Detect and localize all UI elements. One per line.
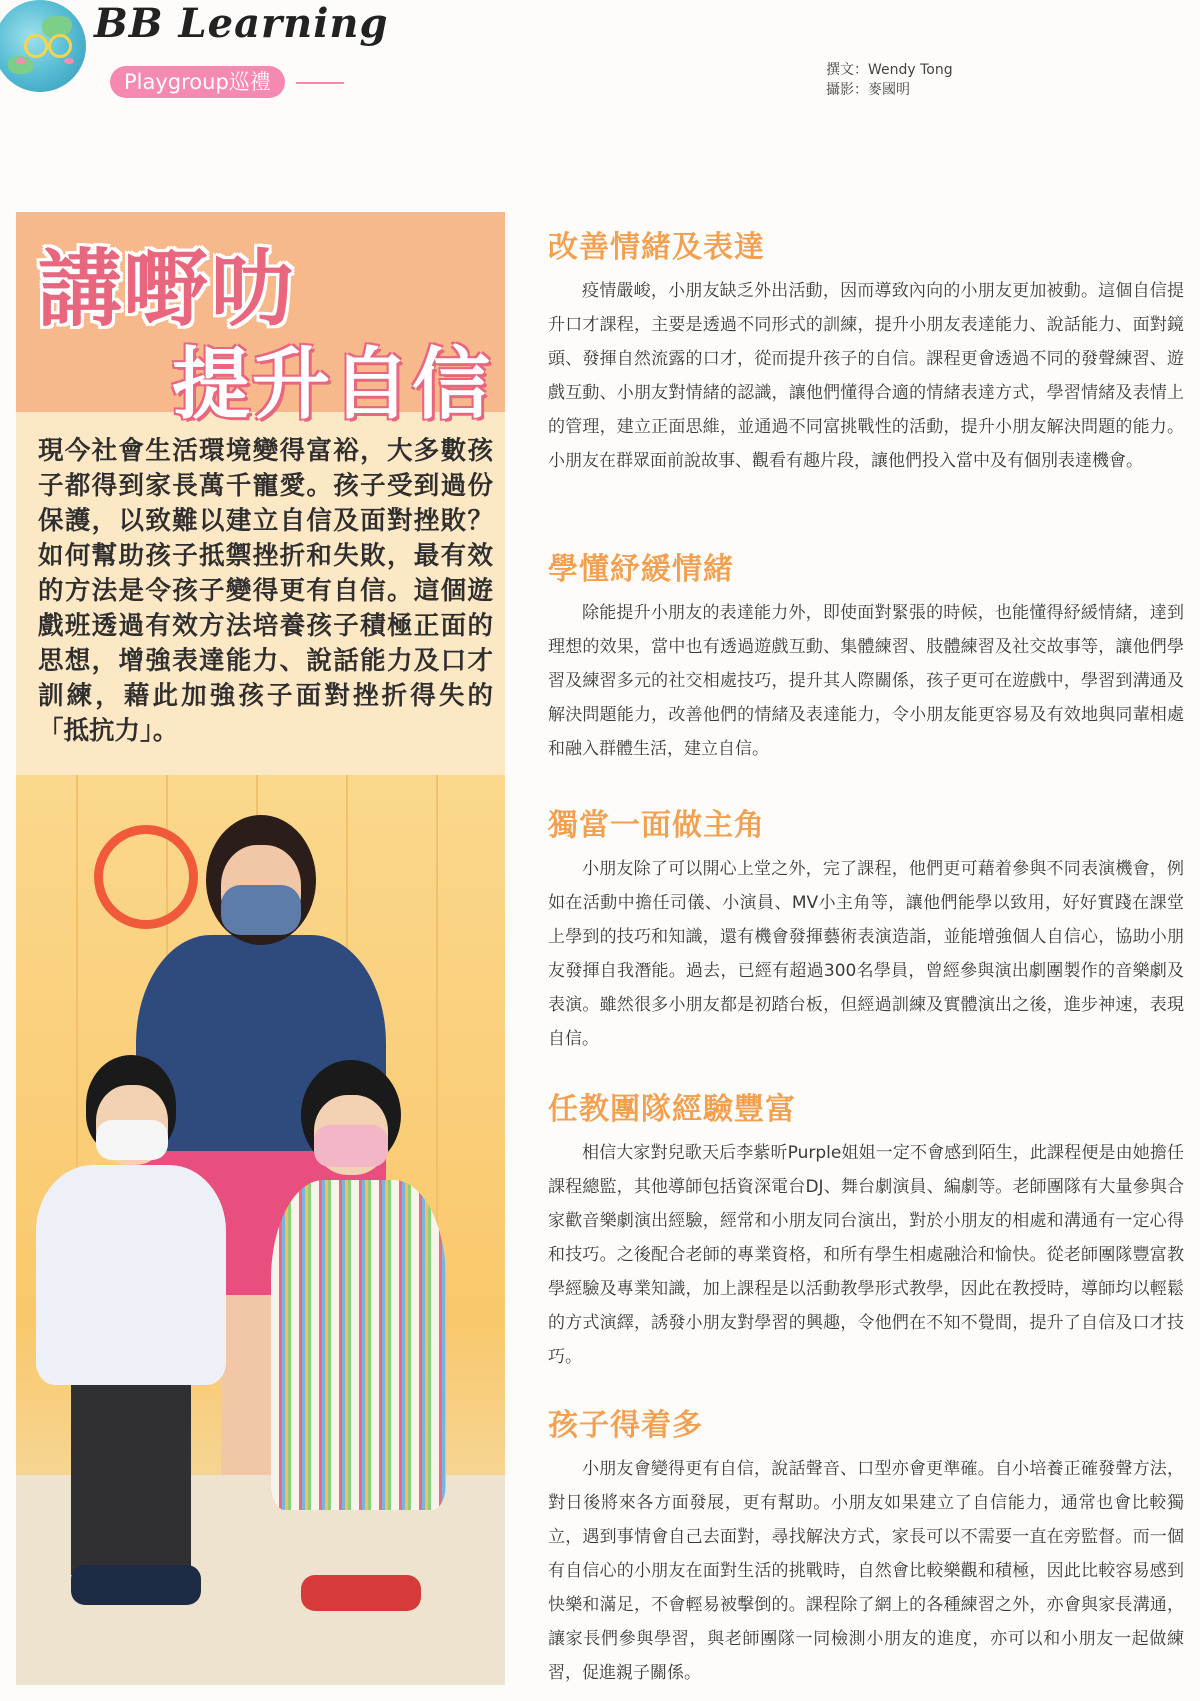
section-text: 相信大家對兒歌天后李紫昕Purple姐姐一定不會感到陌生，此課程便是由她擔任課程總監，其他導師包括資深電台DJ、舞台劇演員、編劇等。老師團隊有大量參與合家歡音樂劇演出經驗，經常和小朋友同台演出，對於小朋友的相處和溝通有一定心得和技巧。之後配合老師的專業資格，和所有學生相處融洽和愉快。從老師團隊豐富教學經驗及專業知識，加上課程是以活動教學形式教學，因此在教授時，導師均以輕鬆的方式演繹，誘發小朋友對學習的興趣，令他們在不知不覺間，提升了自信及口才技巧。 [548,1143,1184,1367]
brand-title: BB Learning [94,0,389,47]
section-title: 孩子得着多 [548,1408,703,1443]
cover-photo [16,775,505,1685]
section-5 [548,1400,1184,1690]
writer-credit: 撰文：Wendy Tong [826,62,953,78]
section-4 [548,1084,1184,1374]
section-1 [548,222,1184,478]
section-text: 小朋友會變得更有自信，說話聲音、口型亦會更準確。自小培養正確發聲方法，對日後將來各方面發展，更有幫助。小朋友如果建立了自信能力，通常也會比較獨立，遇到事情會自己去面對，尋找解決方式，家長可以不需要一直在旁監督。而一個有自信心的小朋友在面對生活的挑戰時，自然會比較樂觀和積極，因此比較容易感到快樂和滿足，不會輕易被擊倒的。課程除了網上的各種練習之外，亦會與家長溝通，讓家長們參與學習，與老師團隊一同檢測小朋友的進度，亦可以和小朋友一起做練習，促進親子關係。 [548,1459,1184,1683]
section-title: 獨當一面做主角 [548,808,765,843]
headline-line1: 講嘢叻 [38,240,297,338]
left-panel [16,212,505,1685]
section-title: 改善情緒及表達 [548,230,765,265]
credits [826,60,953,100]
section-text: 小朋友除了可以開心上堂之外，完了課程，他們更可藉着參與不同表演機會，例如在活動中擔任司儀、小演員、MV小主角等，讓他們能學以致用，好好實踐在課堂上學到的技巧和知識，還有機會發揮藝術表演造詣，並能增強個人自信心，協助小朋友發揮自我潛能。過去，已經有超過300名學員，曾經參與演出劇團製作的音樂劇及表演。雖然很多小朋友都是初踏台板，但經過訓練及實體演出之後，進步神速，表現自信。 [548,859,1184,1049]
section-3 [548,800,1184,1056]
headline-banner [16,212,505,430]
section-divider [296,82,344,84]
section-title: 學懂紓緩情緒 [548,552,734,587]
section-text: 疫情嚴峻，小朋友缺乏外出活動，因而導致內向的小朋友更加被動。這個自信提升口才課程，主要是透過不同形式的訓練，提升小朋友表達能力、說話能力、面對鏡頭、發揮自然流露的口才，從而提升孩子的自信。課程更會透過不同的發聲練習、遊戲互動、小朋友對情緒的認識，讓他們懂得合適的情緒表達方式，學習情緒及表情上的管理，建立正面思維，並通過不同富挑戰性的活動，提升小朋友解決問題的能力。小朋友在群眾面前說故事、觀看有趣片段，讓他們投入當中及有個別表達機會。 [548,281,1184,471]
globe-mascot-logo [0,0,86,92]
section-text: 除能提升小朋友的表達能力外，即使面對緊張的時候，也能懂得紓緩情緒，達到理想的效果，當中也有透過遊戲互動、集體練習、肢體練習及社交故事等，讓他們學習及練習多元的社交相處技巧，提升其人際關係，孩子更可在遊戲中，學習到溝通及解決問題能力，改善他們的情緒及表達能力，令小朋友能更容易及有效地與同輩相處和融入群體生活，建立自信。 [548,603,1184,759]
section-label: Playgroup巡禮 [110,66,285,98]
section-2 [548,544,1184,766]
photographer-credit: 攝影：麥國明 [826,82,910,98]
section-title: 任教團隊經驗豐富 [548,1092,796,1127]
intro-paragraph: 現今社會生活環境變得富裕，大多數孩子都得到家長萬千寵愛。孩子受到過份保護，以致難以建立自信及面對挫敗？如何幫助孩子抵禦挫折和失敗，最有效的方法是令孩子變得更有自信。這個遊戲班透過有效方法培養孩子積極正面的思想，增強表達能力、說話能力及口才訓練，藉此加強孩子面對挫折得失的「抵抗力」。 [38,436,493,746]
tambourine-prop [94,825,198,929]
headline-line2: 提升自信 [172,340,493,430]
